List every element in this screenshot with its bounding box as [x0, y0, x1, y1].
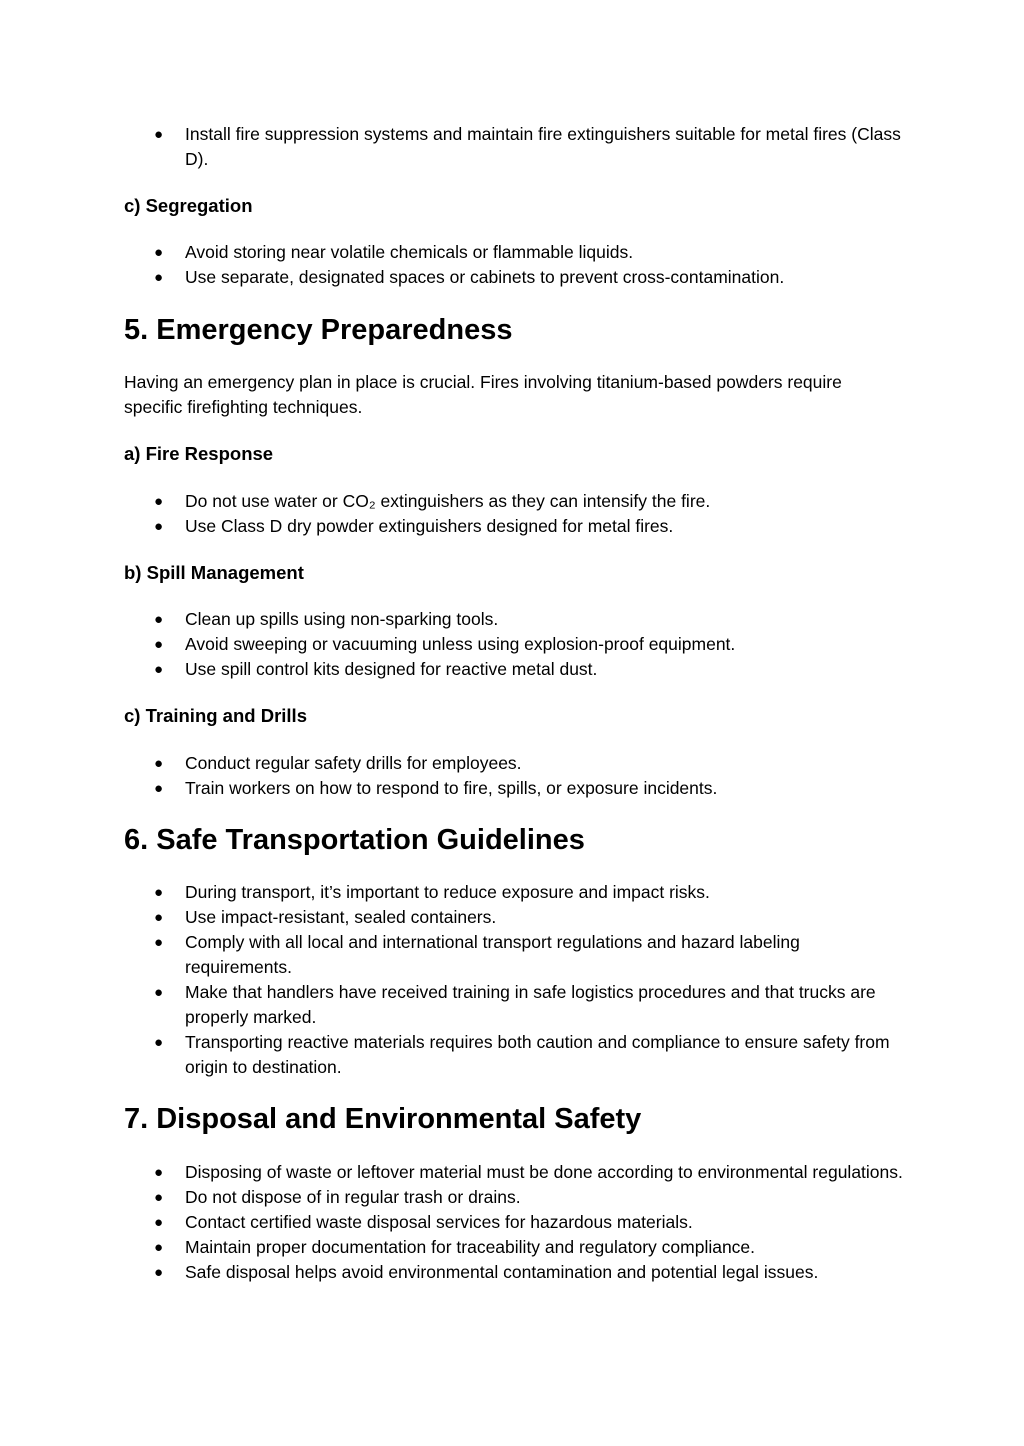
bullet-icon: ●: [154, 934, 164, 951]
bullet-icon: ●: [154, 1034, 164, 1051]
list-item: ● Install fire suppression systems and maintain fire extinguishers suitable for metal fires (Class D).: [154, 124, 901, 169]
bullet-list: [124, 240, 904, 290]
bullet-icon: ●: [154, 1239, 164, 1256]
list-item: ● Safe disposal helps avoid environmental contamination and potential legal issues.: [124, 1260, 904, 1285]
bullet-icon: ●: [154, 884, 164, 901]
list-item: ● Do not dispose of in regular trash or drains.: [124, 1185, 904, 1210]
list-item: ● During transport, it’s important to reduce exposure and impact risks.: [124, 880, 904, 905]
list-item: ● Maintain proper documentation for traceability and regulatory compliance.: [124, 1235, 904, 1260]
section-heading: 5. Emergency Preparedness: [124, 314, 513, 346]
bullet-icon: ●: [154, 611, 164, 628]
list-item: ● Train workers on how to respond to fire, spills, or exposure incidents.: [124, 776, 904, 801]
bullet-icon: ●: [154, 780, 164, 797]
bullet-icon: ●: [154, 493, 164, 510]
list-item: ● Comply with all local and international transport regulations and hazard labeling requirements.: [154, 932, 800, 977]
bullet-icon: ●: [154, 1189, 164, 1206]
list-item: ● Disposing of waste or leftover material must be done according to environmental regulations.: [124, 1160, 904, 1185]
paragraph: Having an emergency plan in place is crucial. Fires involving titanium-based powders require specific firefighting techniques.: [124, 372, 842, 417]
list-item: ● Avoid storing near volatile chemicals or flammable liquids.: [124, 240, 904, 265]
list-item: ● Use impact-resistant, sealed containers.: [124, 905, 904, 930]
bullet-icon: ●: [154, 1264, 164, 1281]
bullet-icon: ●: [154, 636, 164, 653]
bullet-icon: ●: [154, 1164, 164, 1181]
bullet-icon: ●: [154, 1214, 164, 1231]
bullet-list: [124, 607, 904, 682]
bullet-icon: ●: [154, 269, 164, 286]
section-subheading: c) Segregation: [124, 195, 253, 216]
bullet-icon: ●: [154, 661, 164, 678]
bullet-list: [124, 751, 904, 801]
list-item: ● Do not use water or CO₂ extinguishers as they can intensify the fire.: [124, 489, 904, 514]
section-subheading: a) Fire Response: [124, 443, 274, 464]
bullet-icon: ●: [154, 126, 164, 143]
bullet-list: [124, 489, 904, 539]
list-item: ● Use spill control kits designed for reactive metal dust.: [124, 657, 904, 682]
list-item: ● Clean up spills using non-sparking tools.: [124, 607, 904, 632]
bullet-icon: ●: [154, 244, 164, 261]
section-subheading: c) Training and Drills: [124, 705, 307, 726]
section-heading: 6. Safe Transportation Guidelines: [124, 824, 585, 856]
list-item: ● Use separate, designated spaces or cabinets to prevent cross-contamination.: [124, 265, 904, 290]
bullet-list: [124, 880, 904, 1080]
bullet-list: [124, 122, 904, 172]
bullet-icon: ●: [154, 984, 164, 1001]
list-item: ● Use Class D dry powder extinguishers designed for metal fires.: [124, 514, 904, 539]
list-item: ● Make that handlers have received training in safe logistics procedures and that trucks are properly marked.: [154, 982, 876, 1027]
bullet-icon: ●: [154, 909, 164, 926]
list-item: ● Contact certified waste disposal services for hazardous materials.: [124, 1210, 904, 1235]
list-item: ● Conduct regular safety drills for employees.: [124, 751, 904, 776]
bullet-list: [124, 1160, 904, 1285]
section-subheading: b) Spill Management: [124, 562, 304, 583]
bullet-icon: ●: [154, 518, 164, 535]
bullet-icon: ●: [154, 755, 164, 772]
list-item: ● Transporting reactive materials requires both caution and compliance to ensure safety from origin to destination.: [154, 1032, 890, 1077]
list-item: ● Avoid sweeping or vacuuming unless using explosion-proof equipment.: [124, 632, 904, 657]
section-heading: 7. Disposal and Environmental Safety: [124, 1103, 642, 1135]
